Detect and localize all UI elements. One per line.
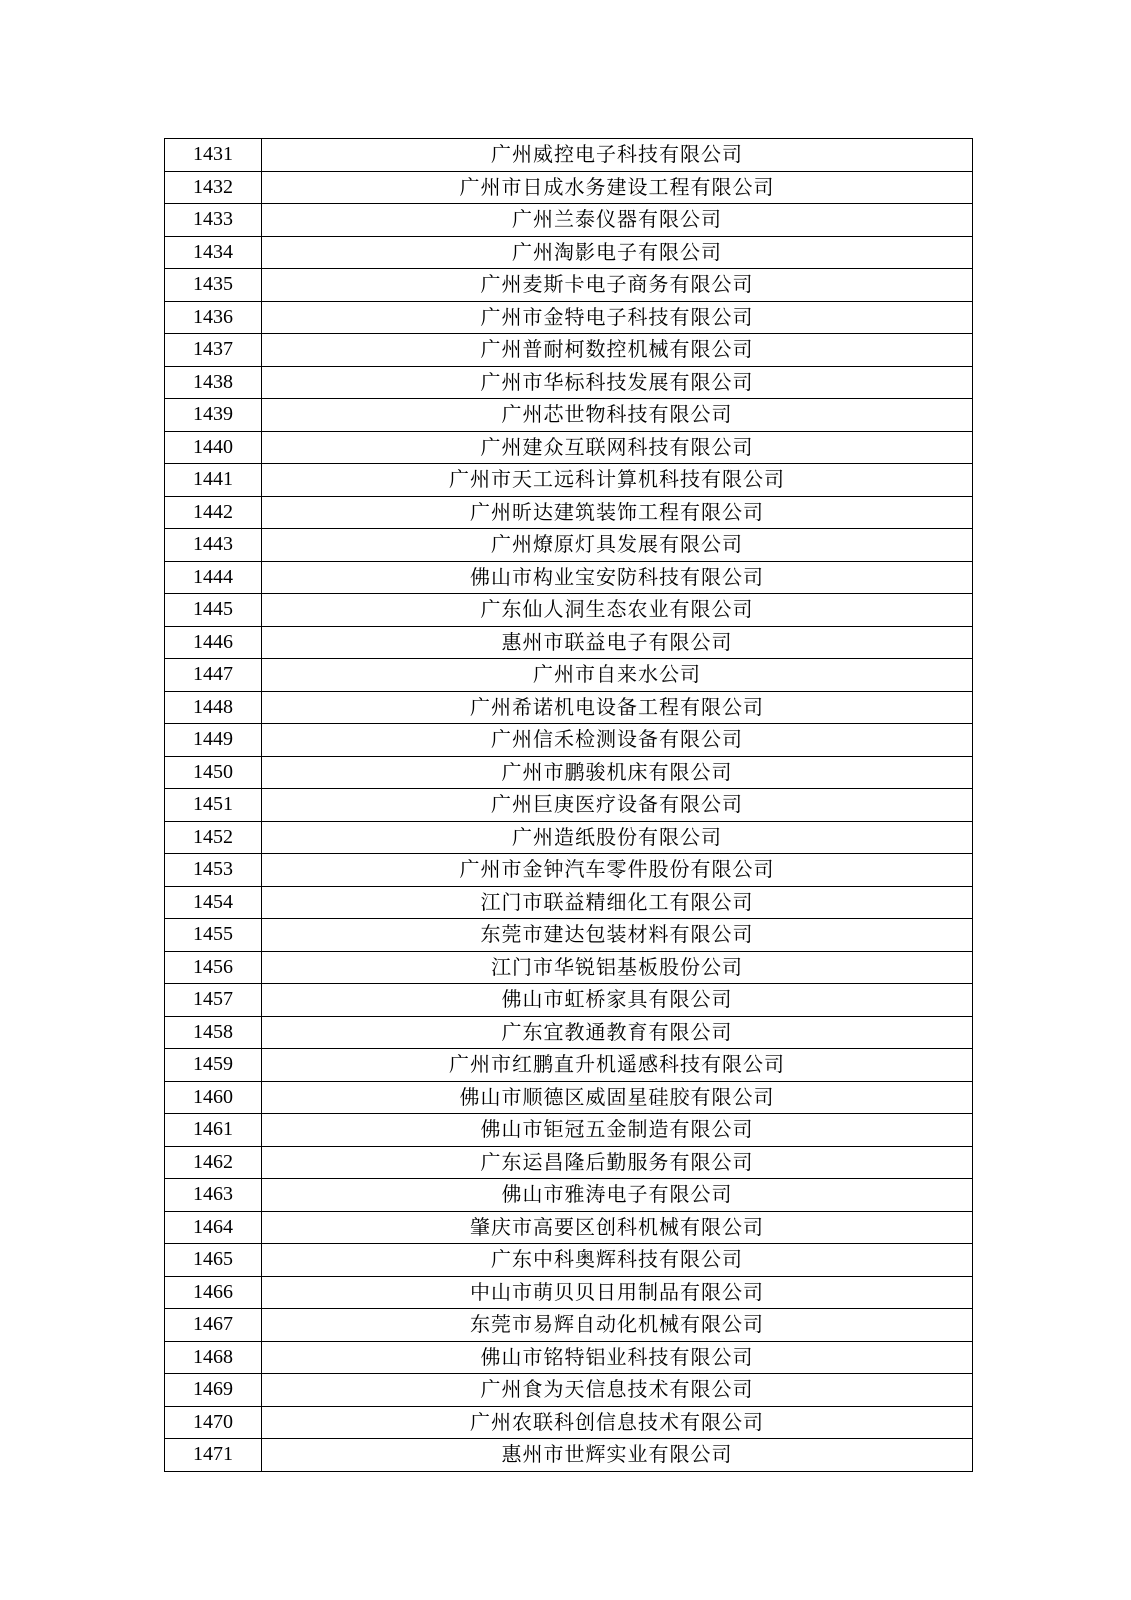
table-row bbox=[165, 1406, 973, 1439]
company-name: 广州食为天信息技术有限公司 bbox=[262, 1374, 973, 1407]
table-row bbox=[165, 756, 973, 789]
table-row bbox=[165, 561, 973, 594]
row-number: 1465 bbox=[165, 1244, 262, 1277]
row-number: 1468 bbox=[165, 1341, 262, 1374]
table-row bbox=[165, 951, 973, 984]
row-number: 1459 bbox=[165, 1049, 262, 1082]
company-name: 东莞市建达包装材料有限公司 bbox=[262, 919, 973, 952]
row-number: 1449 bbox=[165, 724, 262, 757]
row-number: 1454 bbox=[165, 886, 262, 919]
row-number: 1431 bbox=[165, 139, 262, 172]
table-row bbox=[165, 789, 973, 822]
company-list-table bbox=[164, 138, 973, 1472]
row-number: 1447 bbox=[165, 659, 262, 692]
table-row bbox=[165, 366, 973, 399]
row-number: 1436 bbox=[165, 301, 262, 334]
table-row bbox=[165, 1439, 973, 1472]
table-row bbox=[165, 919, 973, 952]
table-row bbox=[165, 399, 973, 432]
table-row bbox=[165, 1276, 973, 1309]
company-name: 广州燎原灯具发展有限公司 bbox=[262, 529, 973, 562]
row-number: 1453 bbox=[165, 854, 262, 887]
row-number: 1444 bbox=[165, 561, 262, 594]
company-name: 广东仙人洞生态农业有限公司 bbox=[262, 594, 973, 627]
row-number: 1451 bbox=[165, 789, 262, 822]
table-row bbox=[165, 724, 973, 757]
table-row bbox=[165, 1179, 973, 1212]
company-name: 广州芯世物科技有限公司 bbox=[262, 399, 973, 432]
company-name: 广州昕达建筑装饰工程有限公司 bbox=[262, 496, 973, 529]
company-name: 广州市金特电子科技有限公司 bbox=[262, 301, 973, 334]
table-row bbox=[165, 1016, 973, 1049]
row-number: 1442 bbox=[165, 496, 262, 529]
row-number: 1455 bbox=[165, 919, 262, 952]
table-row bbox=[165, 886, 973, 919]
row-number: 1435 bbox=[165, 269, 262, 302]
company-name: 广州巨庚医疗设备有限公司 bbox=[262, 789, 973, 822]
company-name: 惠州市联益电子有限公司 bbox=[262, 626, 973, 659]
company-name: 江门市华锐铝基板股份公司 bbox=[262, 951, 973, 984]
table-row bbox=[165, 301, 973, 334]
company-name: 广州市红鹏直升机遥感科技有限公司 bbox=[262, 1049, 973, 1082]
table-row bbox=[165, 984, 973, 1017]
table-row bbox=[165, 334, 973, 367]
company-name: 佛山市虹桥家具有限公司 bbox=[262, 984, 973, 1017]
table-row bbox=[165, 594, 973, 627]
company-name: 佛山市顺德区威固星硅胶有限公司 bbox=[262, 1081, 973, 1114]
row-number: 1456 bbox=[165, 951, 262, 984]
row-number: 1432 bbox=[165, 171, 262, 204]
row-number: 1434 bbox=[165, 236, 262, 269]
row-number: 1450 bbox=[165, 756, 262, 789]
table-row bbox=[165, 1341, 973, 1374]
table-row bbox=[165, 1211, 973, 1244]
company-name: 广东运昌隆后勤服务有限公司 bbox=[262, 1146, 973, 1179]
company-name: 广州市鹏骏机床有限公司 bbox=[262, 756, 973, 789]
company-name: 广东宜教通教育有限公司 bbox=[262, 1016, 973, 1049]
table-row bbox=[165, 431, 973, 464]
row-number: 1466 bbox=[165, 1276, 262, 1309]
table-row bbox=[165, 204, 973, 237]
company-name: 广州市金钟汽车零件股份有限公司 bbox=[262, 854, 973, 887]
row-number: 1461 bbox=[165, 1114, 262, 1147]
company-name: 广州农联科创信息技术有限公司 bbox=[262, 1406, 973, 1439]
company-name: 广州兰泰仪器有限公司 bbox=[262, 204, 973, 237]
row-number: 1448 bbox=[165, 691, 262, 724]
table-row bbox=[165, 529, 973, 562]
table-row bbox=[165, 854, 973, 887]
company-name: 东莞市易辉自动化机械有限公司 bbox=[262, 1309, 973, 1342]
table-row bbox=[165, 1081, 973, 1114]
row-number: 1441 bbox=[165, 464, 262, 497]
table-row bbox=[165, 1049, 973, 1082]
company-name: 广州普耐柯数控机械有限公司 bbox=[262, 334, 973, 367]
company-name: 广州麦斯卡电子商务有限公司 bbox=[262, 269, 973, 302]
company-name: 广州市自来水公司 bbox=[262, 659, 973, 692]
company-name: 广州市日成水务建设工程有限公司 bbox=[262, 171, 973, 204]
row-number: 1439 bbox=[165, 399, 262, 432]
row-number: 1437 bbox=[165, 334, 262, 367]
table-row bbox=[165, 821, 973, 854]
table-row bbox=[165, 1309, 973, 1342]
company-name: 广州淘影电子有限公司 bbox=[262, 236, 973, 269]
row-number: 1443 bbox=[165, 529, 262, 562]
table-row bbox=[165, 269, 973, 302]
company-name: 广州造纸股份有限公司 bbox=[262, 821, 973, 854]
row-number: 1445 bbox=[165, 594, 262, 627]
company-name: 广东中科奥辉科技有限公司 bbox=[262, 1244, 973, 1277]
row-number: 1446 bbox=[165, 626, 262, 659]
table-row bbox=[165, 1146, 973, 1179]
company-name: 佛山市铭特铝业科技有限公司 bbox=[262, 1341, 973, 1374]
company-name: 广州市天工远科计算机科技有限公司 bbox=[262, 464, 973, 497]
row-number: 1470 bbox=[165, 1406, 262, 1439]
table-row bbox=[165, 464, 973, 497]
row-number: 1440 bbox=[165, 431, 262, 464]
table-row bbox=[165, 496, 973, 529]
company-name: 江门市联益精细化工有限公司 bbox=[262, 886, 973, 919]
table-row bbox=[165, 659, 973, 692]
company-name: 惠州市世辉实业有限公司 bbox=[262, 1439, 973, 1472]
row-number: 1469 bbox=[165, 1374, 262, 1407]
company-name: 广州信禾检测设备有限公司 bbox=[262, 724, 973, 757]
company-name: 广州威控电子科技有限公司 bbox=[262, 139, 973, 172]
company-name: 中山市萌贝贝日用制品有限公司 bbox=[262, 1276, 973, 1309]
table-row bbox=[165, 236, 973, 269]
company-name: 佛山市钜冠五金制造有限公司 bbox=[262, 1114, 973, 1147]
table-row bbox=[165, 1114, 973, 1147]
row-number: 1462 bbox=[165, 1146, 262, 1179]
row-number: 1467 bbox=[165, 1309, 262, 1342]
table-row bbox=[165, 1244, 973, 1277]
row-number: 1460 bbox=[165, 1081, 262, 1114]
table-row bbox=[165, 139, 973, 172]
row-number: 1458 bbox=[165, 1016, 262, 1049]
row-number: 1433 bbox=[165, 204, 262, 237]
company-name: 广州建众互联网科技有限公司 bbox=[262, 431, 973, 464]
row-number: 1463 bbox=[165, 1179, 262, 1212]
company-name: 佛山市构业宝安防科技有限公司 bbox=[262, 561, 973, 594]
company-name: 广州希诺机电设备工程有限公司 bbox=[262, 691, 973, 724]
table-row bbox=[165, 691, 973, 724]
row-number: 1471 bbox=[165, 1439, 262, 1472]
row-number: 1438 bbox=[165, 366, 262, 399]
company-list-body bbox=[165, 139, 973, 1472]
row-number: 1457 bbox=[165, 984, 262, 1017]
table-row bbox=[165, 171, 973, 204]
company-name: 佛山市雅涛电子有限公司 bbox=[262, 1179, 973, 1212]
company-name: 广州市华标科技发展有限公司 bbox=[262, 366, 973, 399]
company-name: 肇庆市高要区创科机械有限公司 bbox=[262, 1211, 973, 1244]
row-number: 1464 bbox=[165, 1211, 262, 1244]
row-number: 1452 bbox=[165, 821, 262, 854]
table-row bbox=[165, 626, 973, 659]
table-row bbox=[165, 1374, 973, 1407]
